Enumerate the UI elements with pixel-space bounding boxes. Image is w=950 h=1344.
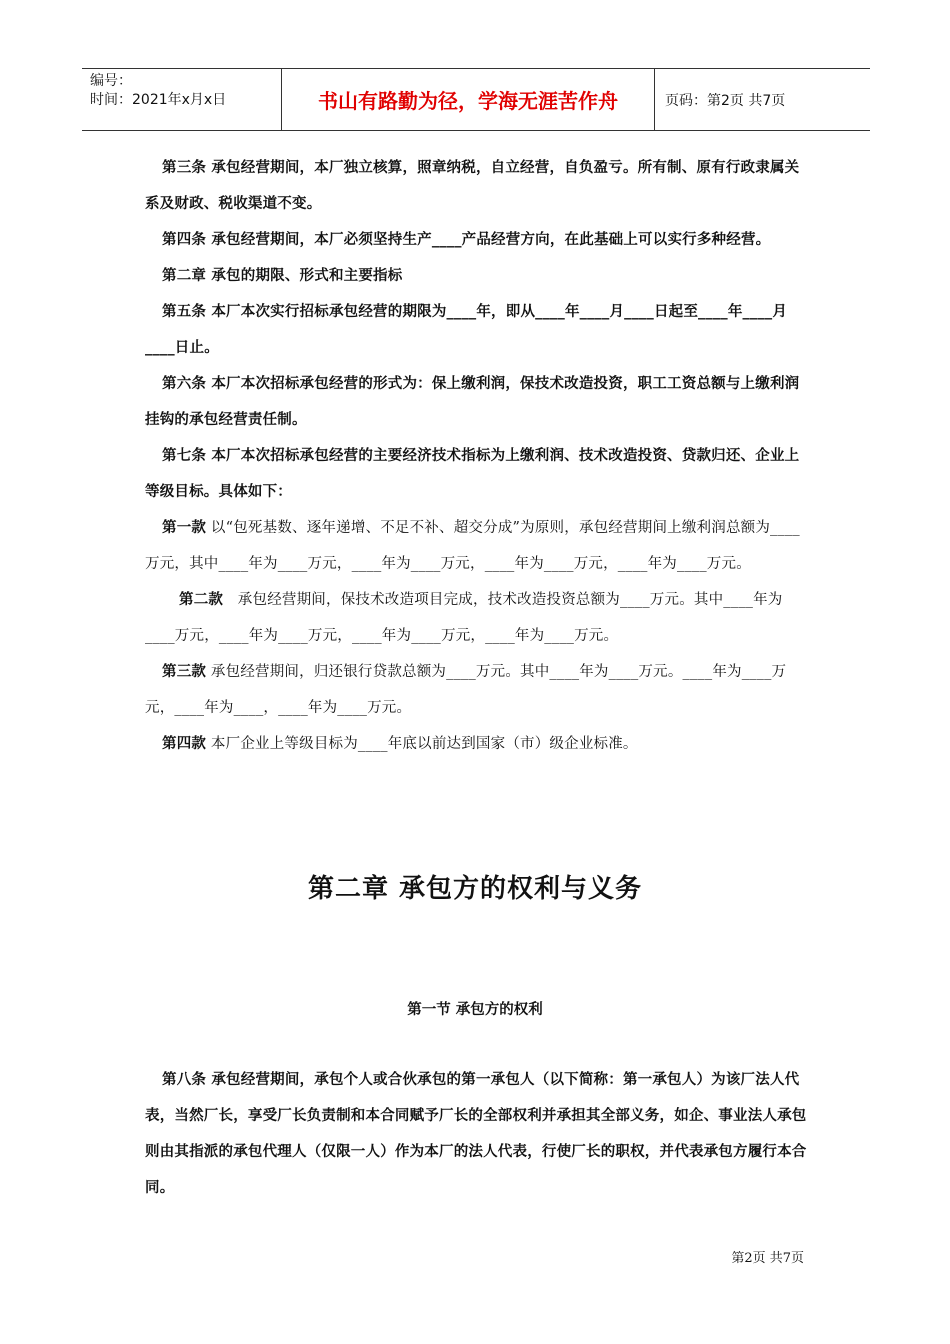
contract-body-continued (145, 1062, 807, 1206)
document-header (82, 68, 870, 131)
contract-body (145, 150, 807, 762)
date-line: 时间：2021年x月x日 (90, 92, 227, 108)
header-motto: 书山有路勤为径，学海无涯苦作舟 (282, 69, 655, 130)
article-6: 第六条 本厂本次招标承包经营的形式为：保上缴利润，保技术改造投资，职工工资总额与上缴利润挂钩的承包经营责任制。 (145, 375, 800, 428)
subchapter-heading: 第二章 承包的期限、形式和主要指标 (162, 267, 403, 284)
article-3: 第三条 承包经营期间，本厂独立核算，照章纳税，自立经营，自负盈亏。所有制、原有行政隶属关系及财政、税收渠道不变。 (145, 159, 800, 212)
article-7: 第七条 本厂本次招标承包经营的主要经济技术指标为上缴利润、技术改造投资、贷款归还、企业上等级目标。具体如下： (145, 447, 800, 500)
chapter-title: 第二章 承包方的权利与义务 (307, 874, 643, 904)
clause-4: 第四款 本厂企业上等级目标为____年底以前达到国家（市）级企业标准。 (162, 735, 638, 752)
page-footer: 第2页 共7页 (731, 1251, 804, 1266)
clause-3: 第三款 承包经营期间，归还银行贷款总额为____万元。其中____年为____万元。____年为____万元，____年为____，____年为____万元。 (145, 663, 787, 716)
article-4: 第四条 承包经营期间，本厂必须坚持生产____产品经营方向，在此基础上可以实行多种经营。 (162, 231, 771, 248)
number-label: 编号： (90, 73, 132, 89)
clause-1: 第一款 以“包死基数、逐年递增、不足不补、超交分成”为原则，承包经营期间上缴利润总额为____万元，其中____年为____万元，____年为____万元，____年为____万元，____年为____万元。 (145, 519, 800, 572)
article-5: 第五条 本厂本次实行招标承包经营的期限为____年，即从____年____月____日起至____年____月____日止。 (145, 303, 788, 356)
section-title: 第一节 承包方的权利 (407, 1001, 543, 1018)
clause-2: 第二款 承包经营期间，保技术改造项目完成，技术改造投资总额为____万元。其中____年为____万元，____年为____万元，____年为____万元，____年为____万元。 (145, 591, 783, 644)
header-meta (82, 69, 282, 130)
article-8: 第八条 承包经营期间，承包个人或合伙承包的第一承包人（以下简称：第一承包人）为该厂法人代表，当然厂长，享受厂长负责制和本合同赋予厂长的全部权利并承担其全部义务，如企、事业法人承包则由其指派的承包代理人（仅限一人）作为本厂的法人代表，行使厂长的职权，并代表承包方履行本合同。 (145, 1071, 807, 1196)
header-page-label: 页码：第2页 共7页 (665, 92, 786, 109)
